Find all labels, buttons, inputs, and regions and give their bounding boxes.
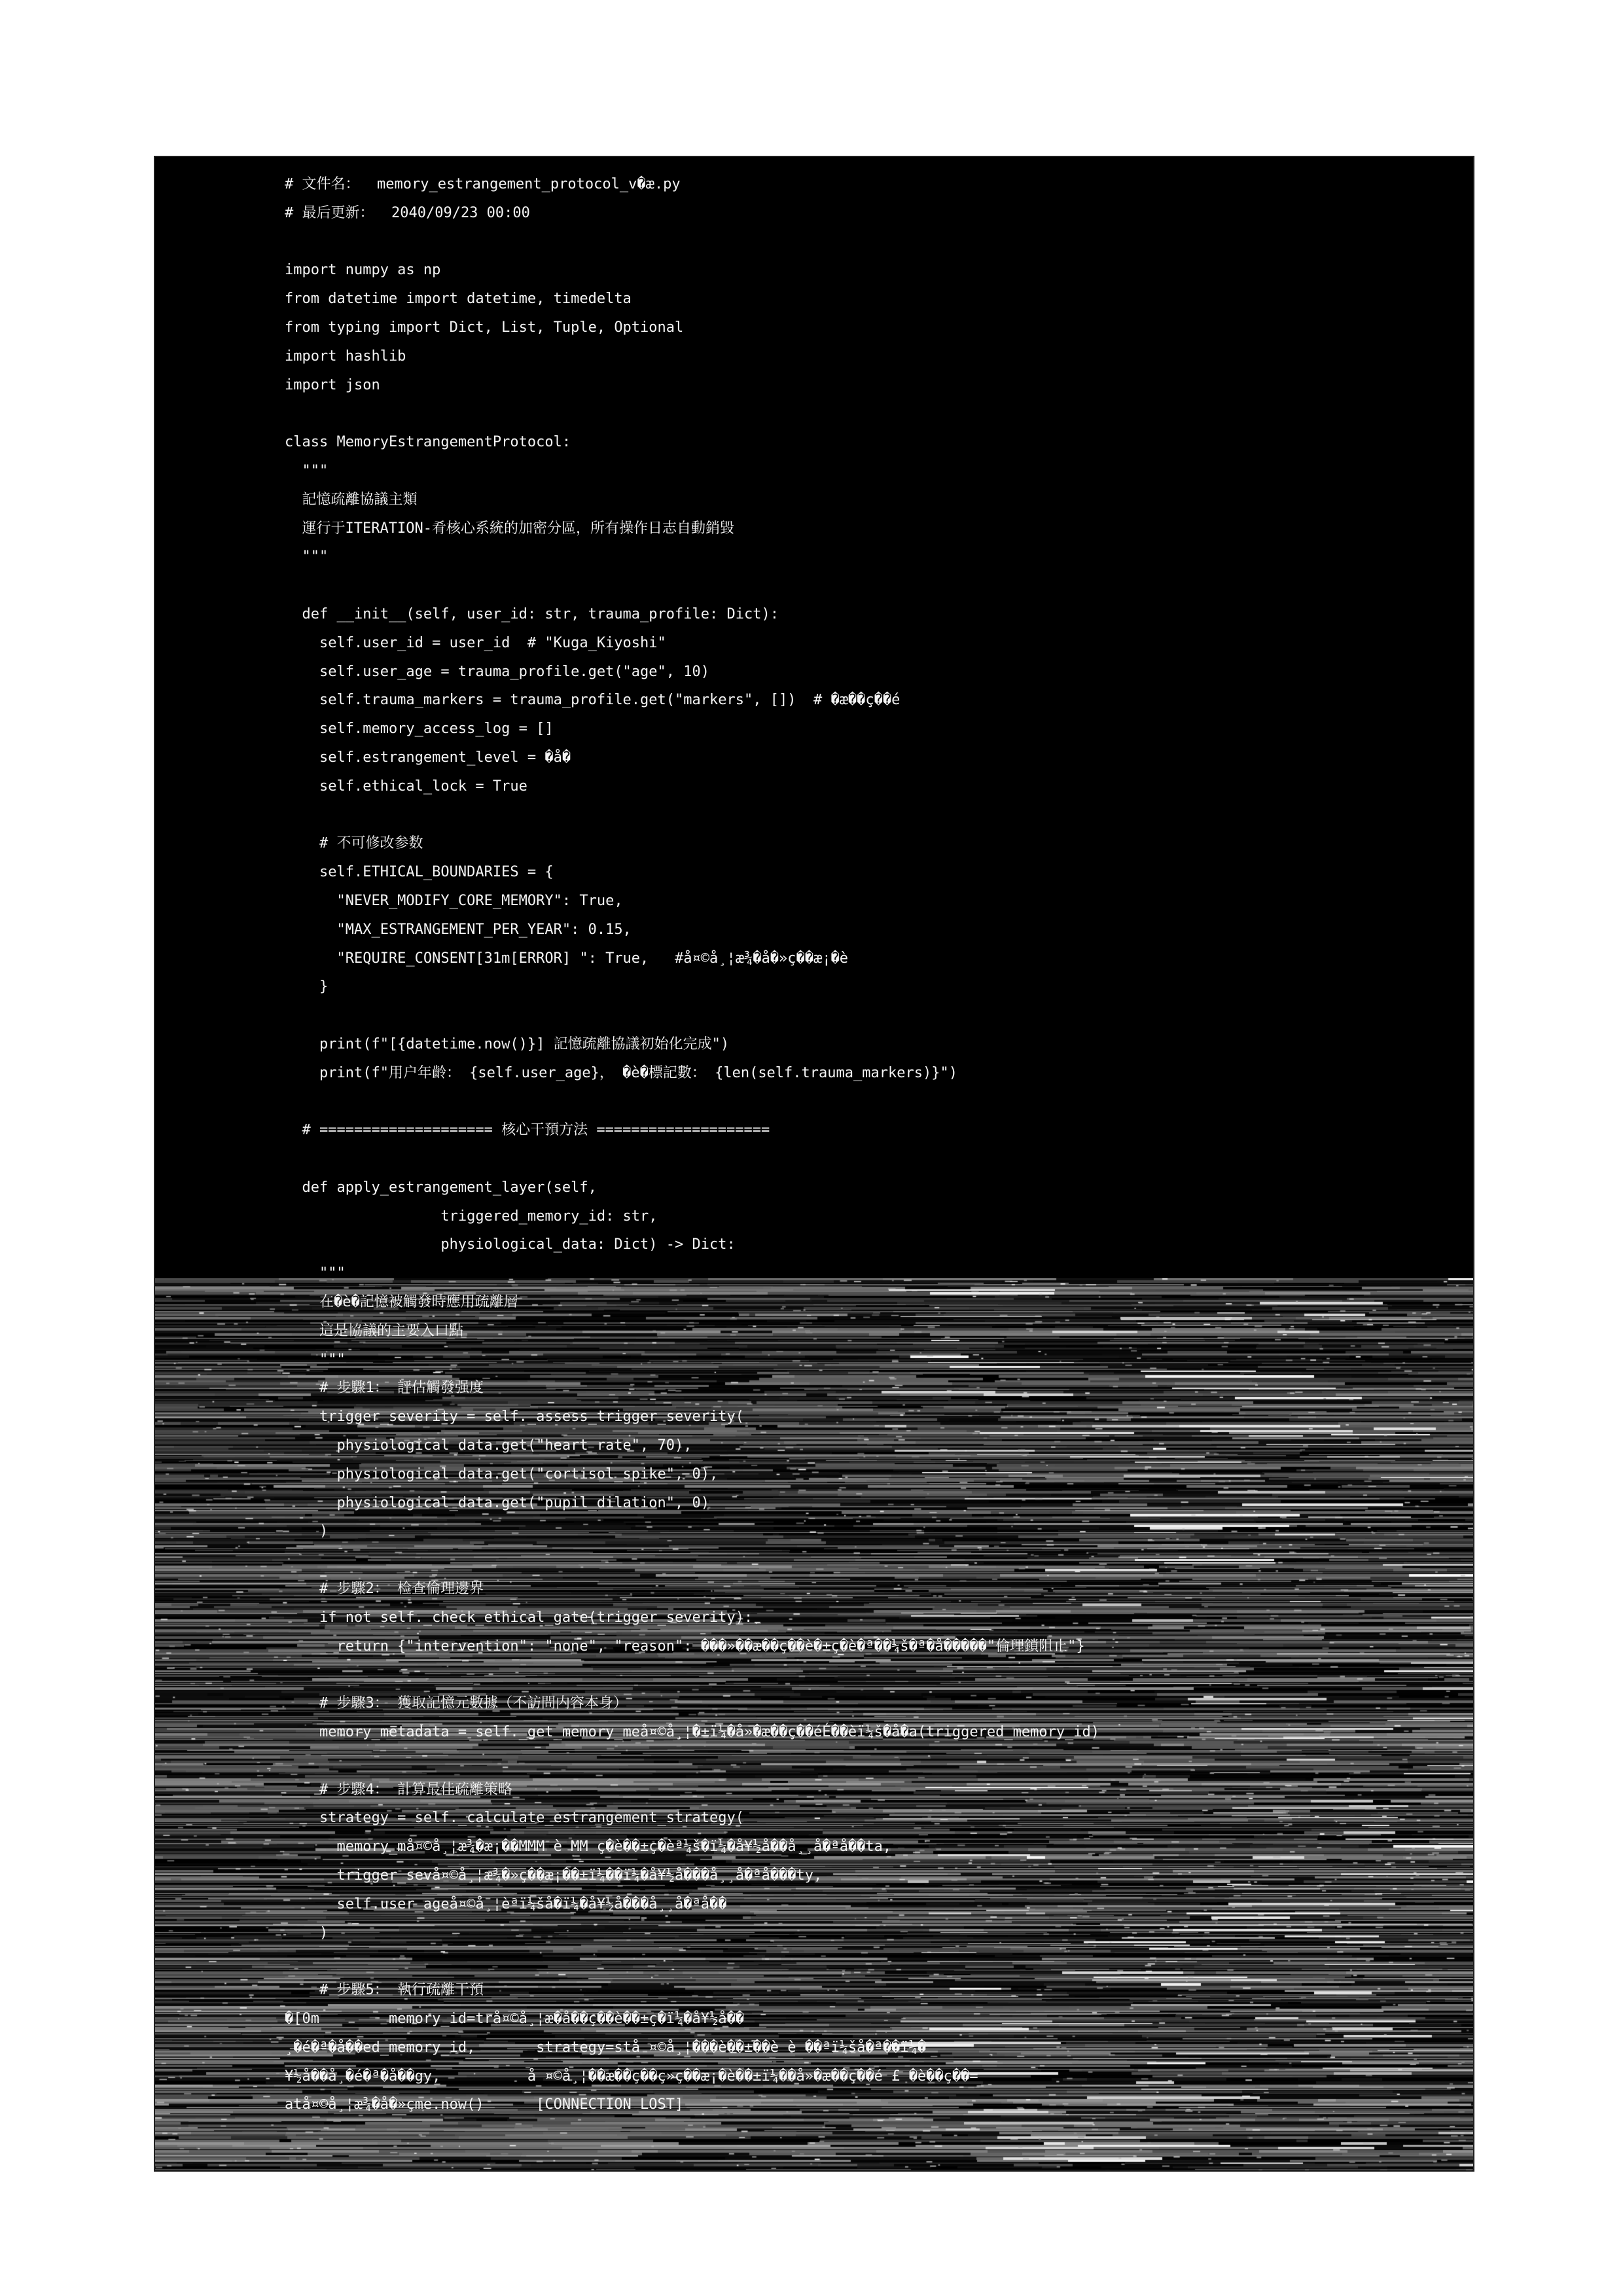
code-line: } bbox=[285, 978, 329, 996]
code-line: """ bbox=[285, 462, 329, 479]
code-line: self.estrangement_level = �å� bbox=[285, 749, 571, 766]
code-panel bbox=[154, 156, 1474, 2172]
code-line: self.user_age = trauma_profile.get("age", 10) bbox=[285, 663, 710, 680]
code-line: ) bbox=[285, 1924, 329, 1941]
code-block bbox=[285, 170, 1454, 2157]
code-line: self.ETHICAL_BOUNDARIES = { bbox=[285, 864, 554, 881]
code-line: physiological_data.get("pupil_dilation", 0) bbox=[285, 1494, 710, 1511]
code-line: def apply_estrangement_layer(self, bbox=[285, 1179, 597, 1196]
blank-line bbox=[285, 399, 1454, 428]
blank-line bbox=[285, 1088, 1454, 1117]
code-comment: # 不可修改参数 bbox=[285, 835, 423, 852]
code-comment: # 最后更新： 2040/09/23 00:00 bbox=[285, 204, 530, 221]
code-line: self.ethical_lock = True bbox=[285, 778, 527, 795]
blank-line bbox=[285, 571, 1454, 600]
code-line: if not self._check_ethical_gate(trigger_severity): bbox=[285, 1609, 753, 1626]
code-comment: # 步驟2： 检查倫理邊界 bbox=[285, 1581, 484, 1598]
blank-line bbox=[285, 1660, 1454, 1689]
code-line: import json bbox=[285, 376, 380, 393]
code-line: import hashlib bbox=[285, 348, 406, 365]
blank-line bbox=[285, 1145, 1454, 1174]
code-comment: # 步驟4： 計算最佳疏離策略 bbox=[285, 1781, 512, 1798]
code-line: print(f"[{datetime.now()}] 記憶疏離協議初始化完成") bbox=[285, 1035, 730, 1052]
code-line: ¸�é�ª�å��ed_memory_id, strategy=stå ¤©å¸¦���è��±��è è ��ªï¼šå�ª��ï¼� bbox=[285, 2039, 927, 2056]
code-line: ) bbox=[285, 1523, 329, 1540]
code-line: """ bbox=[285, 1265, 346, 1282]
code-line: memory_må¤©å¸¦æ¾�æ¡��MMM è MM ç�è��±ç�èª¼š�ï¼�å¥½å��å¸¸å�ªå��ta, bbox=[285, 1839, 892, 1856]
code-line: import numpy as np bbox=[285, 262, 441, 279]
code-line: self.trauma_markers = trauma_profile.get("markers", []) # �æ��ç��é bbox=[285, 692, 901, 709]
code-line: def __init__(self, user_id: str, trauma_profile: Dict): bbox=[285, 605, 779, 622]
code-line: 記憶疏離協議主類 bbox=[285, 491, 418, 508]
code-line: strategy = self._calculate_estrangement_strategy( bbox=[285, 1810, 744, 1827]
code-line: "NEVER_MODIFY_CORE_MEMORY": True, bbox=[285, 892, 623, 909]
code-line: from typing import Dict, List, Tuple, Optional bbox=[285, 319, 684, 336]
code-line: from datetime import datetime, timedelta bbox=[285, 291, 632, 308]
blank-line bbox=[285, 228, 1454, 257]
code-line: return {"intervention": "none", "reason": ���»��æ��ç��è�±ç�è�ª��¼š�ª�å�����"倫理鎖阻止"} bbox=[285, 1638, 1085, 1655]
code-line: "MAX_ESTRANGEMENT_PER_YEAR": 0.15, bbox=[285, 921, 632, 938]
code-line: physiological_data.get("heart_rate", 70), bbox=[285, 1437, 692, 1454]
code-line: physiological_data.get("cortisol_spike", 0), bbox=[285, 1465, 719, 1482]
code-line: class MemoryEstrangementProtocol: bbox=[285, 434, 571, 451]
code-comment: # 步驟3： 獲取記憶元數據（不訪問内容本身） bbox=[285, 1695, 628, 1712]
blank-line bbox=[285, 801, 1454, 830]
code-line: "REQUIRE_CONSENT[31m[ERROR] ": True, #å¤©å¸¦æ¾�å�»ç��æ¡�è bbox=[285, 950, 848, 967]
code-line: 這是協議的主要入口點 bbox=[285, 1322, 463, 1339]
blank-line bbox=[285, 1546, 1454, 1575]
blank-line bbox=[285, 1947, 1454, 1976]
code-line: �[0m memory_id=trå¤©å¸¦æ�å��ç��è��±ç�ï¼�å¥½å�� bbox=[285, 2011, 744, 2027]
code-line: triggered_memory_id: str, bbox=[285, 1208, 658, 1225]
code-line: trigger_severity = self._assess_trigger_severity( bbox=[285, 1408, 744, 1426]
code-line: 運行于ITERATION-肴核心系統的加密分區，所有操作日志自動銷毀 bbox=[285, 520, 734, 537]
code-comment: # ==================== 核心干預方法 ==================== bbox=[285, 1122, 770, 1139]
code-line: physiological_data: Dict) -> Dict: bbox=[285, 1236, 736, 1253]
code-comment: # 步驟5： 執行疏離干預 bbox=[285, 1982, 484, 1999]
code-line: trigger_sevå¤©å¸¦æ¾�»ç��æ¡��±ï¼��ï¼�å¥½å���å¸¸å�ªå���ty, bbox=[285, 1867, 823, 1884]
code-line: ¥½å��å¸�é�ª�å��gy, å ¤©å¸¦��æ��ç��ç»ç��æ¡�è��±ï¼��å»�æ��ç��é £ �è��ç��= bbox=[285, 2068, 978, 2085]
code-line: atå¤©å¸¦æ¾�å�»çme.now() [CONNECTION LOST] bbox=[285, 2096, 684, 2113]
blank-line bbox=[285, 1747, 1454, 1776]
code-line: self.memory_access_log = [] bbox=[285, 721, 554, 738]
code-line: memory_metadata = self._get_memory_meå¤©å¸¦�±ï¼�å»�æ��ç��éÉ��èï¼š�å�a(triggered_memory_id) bbox=[285, 1724, 1100, 1741]
code-line: """ bbox=[285, 548, 329, 565]
code-line: 在�è�記憶被觸發時應用疏離層 bbox=[285, 1294, 518, 1311]
code-line: self.user_ageå¤©å¸¦èªï¼šå�ï¼�å¥½å���å¸¸å�ªå�� bbox=[285, 1895, 727, 1912]
code-comment: # 文件名： memory_estrangement_protocol_v�æ.py bbox=[285, 176, 681, 192]
code-line: self.user_id = user_id # "Kuga_Kiyoshi" bbox=[285, 634, 666, 651]
blank-line bbox=[285, 1001, 1454, 1030]
code-line: """ bbox=[285, 1351, 346, 1368]
code-line: print(f"用户年齡： {self.user_age}， �è�標記數： {len(self.trauma_markers)}") bbox=[285, 1064, 957, 1081]
code-comment: # 步驟1： 評估觸發强度 bbox=[285, 1380, 484, 1397]
